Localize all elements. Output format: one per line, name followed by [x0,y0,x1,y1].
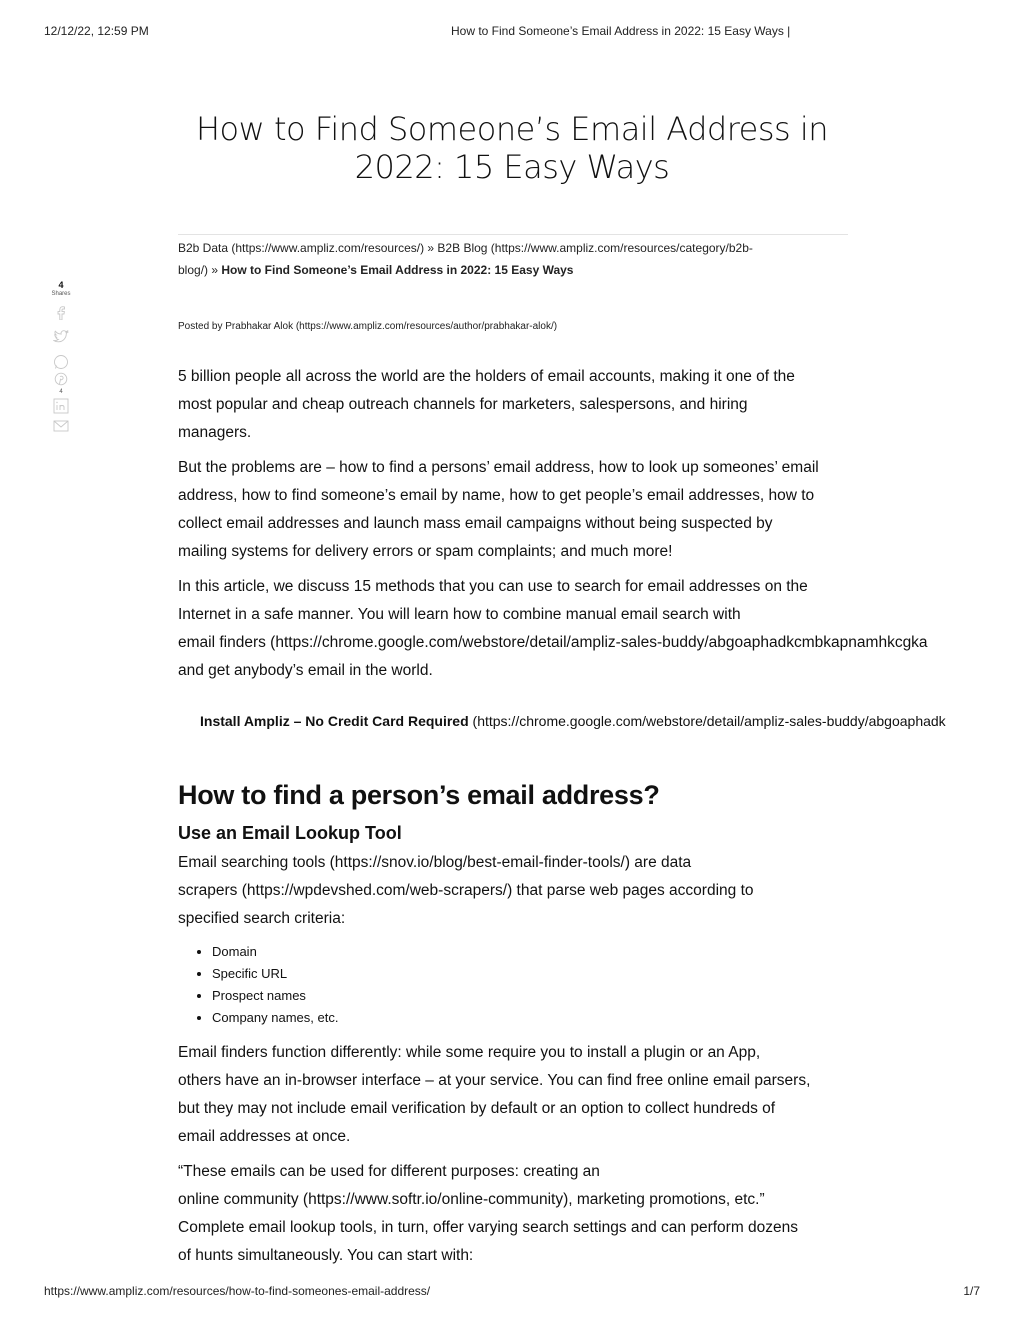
pinterest-count: 4 [59,389,63,395]
facebook-icon[interactable] [50,306,72,322]
text-line: Complete email lookup tools, in turn, offer varying search settings and can perform dozens [178,1219,799,1236]
text-line: Internet in a safe manner. You will learn how to combine manual email search with [178,606,741,623]
posted-by[interactable]: Posted by Prabhakar Alok (https://www.ampliz.com/resources/author/prabhakar-alok/) [178,321,558,332]
section-heading: How to find a person’s email address? [178,780,660,810]
text-line: of hunts simultaneously. You can start with: [178,1247,474,1264]
text-line: But the problems are – how to find a persons’ email address, how to look up someones’ email [178,459,819,476]
online-community-link[interactable]: online community (https://www.softr.io/online-community), marketing promotions, etc.” [178,1191,765,1208]
breadcrumb-links-cont[interactable]: blog/) » [178,263,222,277]
install-cta-url: (https://chrome.google.com/webstore/detail/ampliz-sales-buddy/abgoaphadk [468,713,946,729]
text-line: collect email addresses and launch mass email campaigns without being suspected by [178,515,773,532]
intro-paragraph-1 [178,363,1024,447]
text-line: mailing systems for delivery errors or spam complaints; and much more! [178,543,673,560]
breadcrumb-current: How to Find Someone’s Email Address in 2022: 15 Easy Ways [221,263,574,277]
web-scrapers-link[interactable]: scrapers (https://wpdevshed.com/web-scrapers/) that parse web pages according to [178,882,754,899]
tools-paragraph [178,849,1024,933]
intro-paragraph-2 [178,454,1024,566]
text-line: email addresses at once. [178,1128,351,1145]
print-footer [44,1284,980,1300]
twitter-icon[interactable] [50,330,72,346]
list-item: • Company names, etc. [212,1007,1024,1029]
email-finders-link[interactable]: email finders (https://chrome.google.com/webstore/detail/ampliz-sales-buddy/abgoaphadkcmbkapnamhkcgka [178,634,928,651]
share-label: Shares [51,291,71,297]
intro-paragraph-3 [178,573,1024,685]
list-item: • Domain [212,941,1024,963]
email-icon[interactable] [50,420,72,436]
finders-paragraph [178,1039,1024,1151]
share-bar [50,280,72,436]
text-line: In this article, we discuss 15 methods that you can use to search for email addresses on the [178,578,808,595]
install-cta-label: Install Ampliz – No Credit Card Required [200,713,469,729]
linkedin-icon[interactable] [50,398,72,414]
text-line: 5 billion people all across the world are the holders of email accounts, making it one of the [178,368,795,385]
text-line: and get anybody’s email in the world. [178,662,433,679]
print-date: 12/12/22, 12:59 PM [44,24,149,38]
search-criteria-list [178,941,1024,1029]
print-header [44,24,980,40]
article-body [178,363,1024,1277]
print-url: https://www.ampliz.com/resources/how-to-find-someones-email-address/ [44,1284,431,1298]
text-line: managers. [178,424,252,441]
text-line: address, how to find someone’s email by name, how to get people’s email addresses, how to [178,487,815,504]
whatsapp-icon[interactable] [50,354,72,370]
quote-paragraph [178,1158,1024,1270]
text-line: Email finders function differently: while some require you to install a plugin or an App, [178,1044,761,1061]
article-title-line-2: 2022: 15 Easy Ways [354,148,670,186]
share-count: 4 [58,280,64,290]
list-item: • Prospect names [212,985,1024,1007]
list-item: • Specific URL [212,963,1024,985]
install-cta-link[interactable] [200,711,978,731]
subsection-heading: Use an Email Lookup Tool [178,823,402,843]
text-line: but they may not include email verification by default or an option to collect hundreds of [178,1100,776,1117]
article-title-line-1: How to Find Someone’s Email Address in [195,110,829,148]
email-tools-link[interactable]: Email searching tools (https://snov.io/blog/best-email-finder-tools/) are data [178,854,692,871]
text-line: “These emails can be used for different purposes: creating an [178,1163,600,1180]
text-line: most popular and cheap outreach channels for marketers, salespersons, and hiring [178,396,748,413]
pinterest-icon[interactable] [50,372,72,388]
page-number: 1/7 [963,1284,980,1298]
breadcrumb-links[interactable]: B2b Data (https://www.ampliz.com/resources/) » B2B Blog (https://www.ampliz.com/resources/category/b2b- [178,241,753,255]
breadcrumb [178,237,848,281]
divider [178,234,848,235]
text-line: others have an in-browser interface – at your service. You can find free online email parsers, [178,1072,811,1089]
article-title [178,110,846,186]
print-page-title: How to Find Someone’s Email Address in 2022: 15 Easy Ways | [451,24,791,38]
text-line: specified search criteria: [178,910,346,927]
